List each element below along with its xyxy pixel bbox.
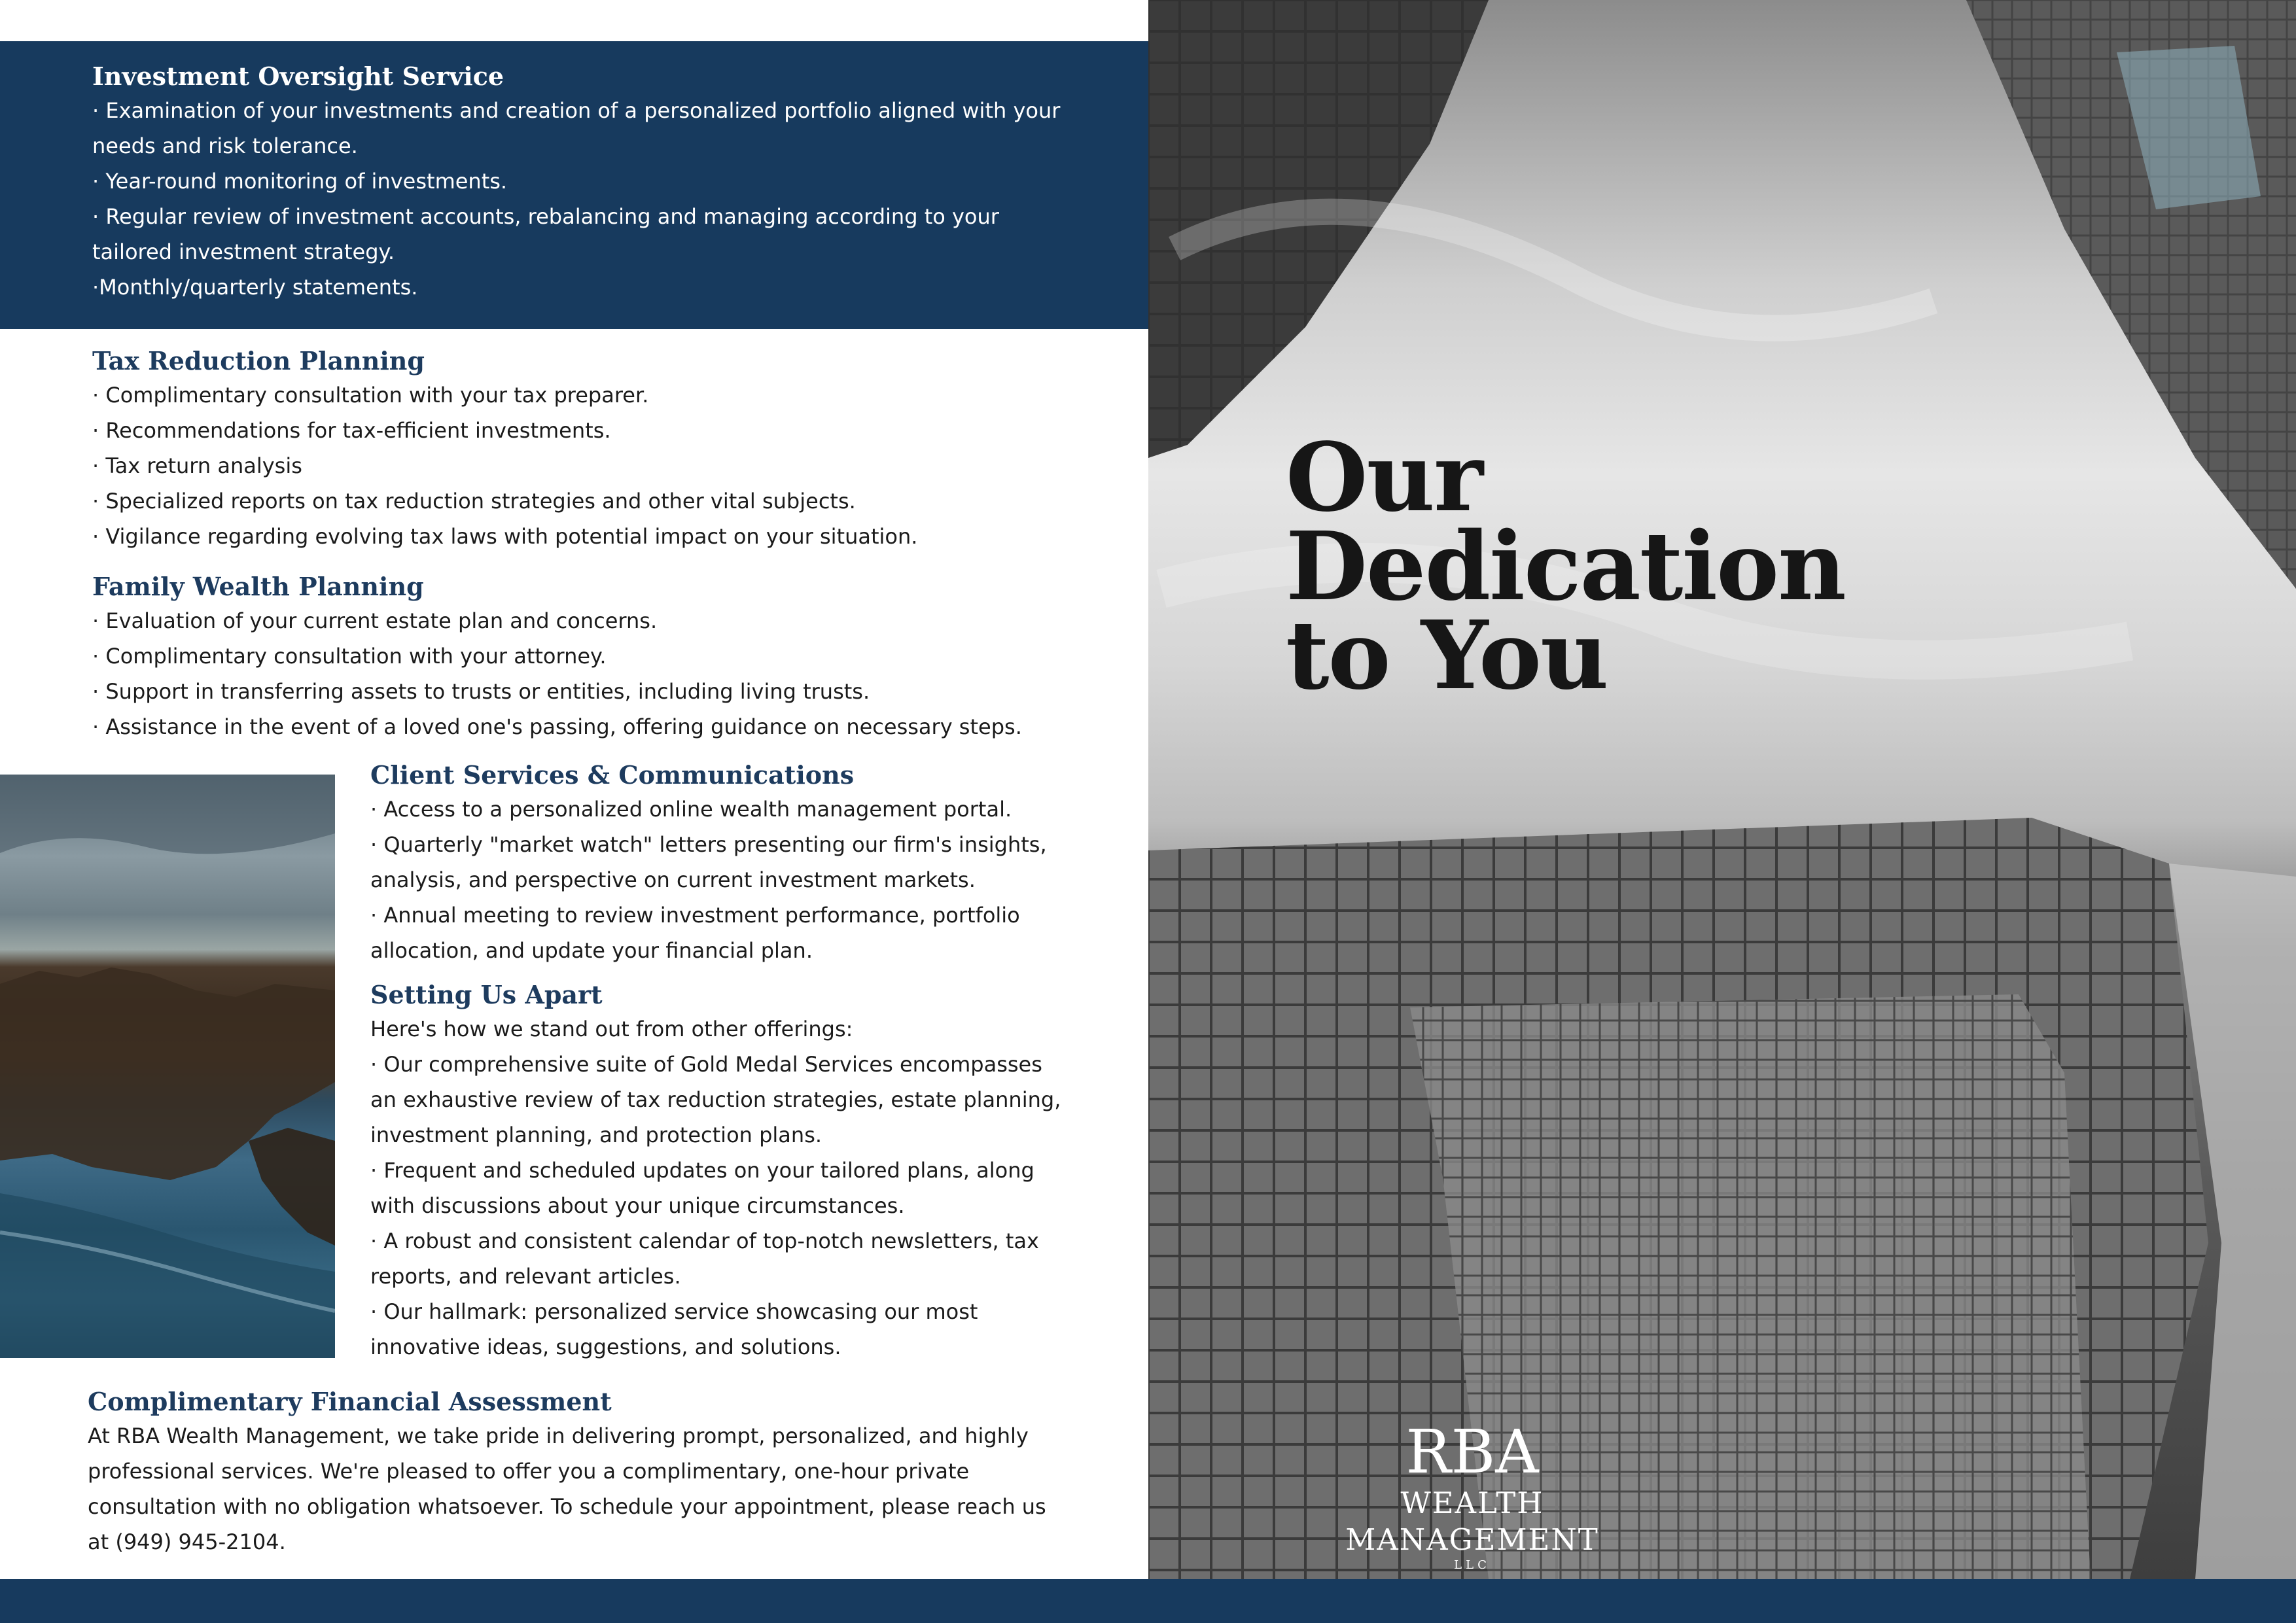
- tax-reduction-text: [92, 377, 1113, 554]
- text-line: At RBA Wealth Management, we take pride in delivering prompt, personalized, and highly: [88, 1423, 1029, 1448]
- headline-line: to You: [1286, 600, 1608, 710]
- family-wealth-title: Family Wealth Planning: [92, 572, 424, 601]
- text-line: allocation, and update your financial plan.: [370, 938, 813, 963]
- coastal-rocks-illustration: [0, 775, 335, 1358]
- setting-us-apart-text: [370, 1011, 1129, 1365]
- investment-oversight-section: [92, 60, 1113, 305]
- text-line: Here's how we stand out from other offerings:: [370, 1017, 853, 1041]
- client-services-title: Client Services & Communications: [370, 760, 855, 790]
- text-line: ·Monthly/quarterly statements.: [92, 275, 418, 300]
- company-logo: [1282, 1417, 1662, 1573]
- text-line: · Assistance in the event of a loved one's passing, offering guidance on necessary steps.: [92, 714, 1022, 739]
- text-line: · Quarterly "market watch" letters presenting our firm's insights,: [370, 832, 1047, 857]
- text-line: · Support in transferring assets to trusts or entities, including living trusts.: [92, 679, 870, 704]
- text-line: · Tax return analysis: [92, 453, 302, 478]
- client-services-text: [370, 792, 1129, 968]
- text-line: · Year-round monitoring of investments.: [92, 169, 508, 194]
- tax-reduction-section: [92, 345, 1113, 554]
- text-line: · Complimentary consultation with your attorney.: [92, 644, 607, 669]
- financial-assessment-title: Complimentary Financial Assessment: [88, 1387, 612, 1416]
- setting-us-apart-title: Setting Us Apart: [370, 980, 603, 1009]
- text-line: · Regular review of investment accounts, rebalancing and managing according to your: [92, 204, 999, 229]
- text-line: professional services. We're pleased to offer you a complimentary, one-hour private: [88, 1459, 970, 1484]
- client-services-section: [370, 759, 1129, 968]
- logo-mark: RBA: [1405, 1417, 1539, 1487]
- financial-assessment-section: [88, 1386, 1135, 1560]
- headline-line: Our: [1286, 422, 1482, 532]
- logo-suffix: LLC: [1454, 1558, 1491, 1572]
- family-wealth-text: [92, 603, 1113, 744]
- headline: [1286, 422, 2005, 710]
- logo-name: WEALTH MANAGEMENT: [1345, 1486, 1599, 1557]
- skyscrapers-photo: [1148, 0, 2296, 1579]
- tax-reduction-title: Tax Reduction Planning: [92, 346, 425, 375]
- text-line: an exhaustive review of tax reduction strategies, estate planning,: [370, 1087, 1061, 1112]
- text-line: needs and risk tolerance.: [92, 133, 358, 158]
- bottom-navy-band: [0, 1579, 2296, 1623]
- text-line: · Annual meeting to review investment performance, portfolio: [370, 903, 1020, 928]
- headline-line: Dedication: [1286, 511, 1845, 621]
- skyscrapers-illustration: [1148, 0, 2296, 1579]
- text-line: · Vigilance regarding evolving tax laws with potential impact on your situation.: [92, 524, 918, 549]
- text-line: · Recommendations for tax-efficient investments.: [92, 418, 611, 443]
- text-line: investment planning, and protection plans.: [370, 1123, 822, 1147]
- text-line: · Complimentary consultation with your tax preparer.: [92, 383, 649, 408]
- family-wealth-section: [92, 570, 1113, 744]
- financial-assessment-text: [88, 1418, 1135, 1560]
- text-line: · Specialized reports on tax reduction strategies and other vital subjects.: [92, 489, 856, 514]
- text-line: · Frequent and scheduled updates on your tailored plans, along: [370, 1158, 1034, 1183]
- text-line: reports, and relevant articles.: [370, 1264, 681, 1289]
- text-line: · Our hallmark: personalized service showcasing our most: [370, 1299, 978, 1324]
- text-line: innovative ideas, suggestions, and solutions.: [370, 1335, 841, 1359]
- text-line: consultation with no obligation whatsoever. To schedule your appointment, please reach us: [88, 1494, 1046, 1519]
- text-line: · Evaluation of your current estate plan and concerns.: [92, 608, 658, 633]
- text-line: · A robust and consistent calendar of top-notch newsletters, tax: [370, 1229, 1039, 1253]
- text-line: analysis, and perspective on current investment markets.: [370, 867, 976, 892]
- setting-us-apart-section: [370, 979, 1129, 1365]
- text-line: · Examination of your investments and creation of a personalized portfolio aligned with your: [92, 98, 1061, 123]
- text-line: at (949) 945-2104.: [88, 1529, 286, 1554]
- text-line: · Our comprehensive suite of Gold Medal Services encompasses: [370, 1052, 1042, 1077]
- investment-oversight-text: [92, 93, 1113, 305]
- coastal-rocks-photo: [0, 775, 335, 1358]
- text-line: tailored investment strategy.: [92, 239, 395, 264]
- text-line: with discussions about your unique circumstances.: [370, 1193, 905, 1218]
- investment-oversight-title: Investment Oversight Service: [92, 61, 504, 91]
- text-line: · Access to a personalized online wealth management portal.: [370, 797, 1012, 822]
